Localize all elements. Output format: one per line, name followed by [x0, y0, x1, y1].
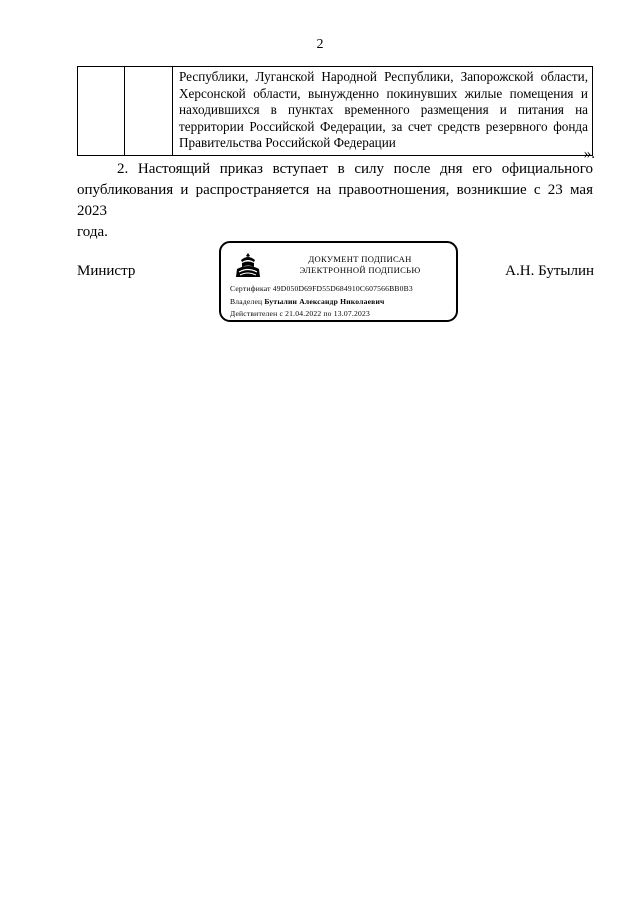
- stamp-valid-to: 13.07.2023: [333, 309, 370, 318]
- table-text-line: территории Российской Федерации, за счет средств резервного фонда: [179, 118, 588, 134]
- page-number: 2: [316, 37, 324, 52]
- table-text-line: находившихся в пунктах временного размещения и питания на: [179, 102, 588, 117]
- stamp-title-line1: ДОКУМЕНТ ПОДПИСАН: [308, 254, 412, 264]
- table-cell-number: [78, 67, 125, 156]
- stamp-owner: [230, 297, 385, 306]
- paragraph-line: 2. Настоящий приказ вступает в силу после дня его официального: [117, 161, 593, 177]
- signer-name: А.Н. Бутылин: [505, 263, 594, 279]
- table-text-line: Республики, Луганской Народной Республики, Запорожской области,: [179, 69, 588, 84]
- paragraph-2: [77, 159, 593, 243]
- stamp-owner-value: Бутылин Александр Николаевич: [264, 297, 385, 306]
- stamp-title-line2: ЭЛЕКТРОННОЙ ПОДПИСЬЮ: [299, 265, 421, 275]
- closing-quote: ».: [583, 146, 595, 162]
- table-text-line: Херсонской области, вынужденно покинувших жилые помещения и: [179, 85, 588, 101]
- table-text-line: Правительства Российской Федерации: [179, 135, 396, 150]
- emblem-icon: [233, 251, 263, 279]
- stamp-valid-from: 21.04.2022: [285, 309, 322, 318]
- paragraph-line: года.: [77, 224, 108, 240]
- table-cell-code: [125, 67, 173, 156]
- table-row: [78, 67, 593, 156]
- stamp-validity: [230, 309, 370, 318]
- electronic-signature-stamp: [219, 241, 458, 322]
- stamp-owner-label: Владелец: [230, 297, 263, 306]
- stamp-valid-label: Действителен с: [230, 309, 284, 318]
- stamp-valid-to-label: по: [323, 309, 332, 318]
- document-table: [77, 66, 593, 156]
- table-cell-text: [173, 67, 593, 156]
- paragraph-line: опубликования и распространяется на правоотношения, возникшие с 23 мая 2023: [77, 182, 593, 219]
- signer-position: Министр: [77, 263, 136, 279]
- stamp-certificate-label: Сертификат: [230, 284, 271, 293]
- stamp-certificate: [230, 284, 413, 293]
- stamp-certificate-value: 49D050D69FD55D684910C607566BB0B3: [272, 284, 413, 293]
